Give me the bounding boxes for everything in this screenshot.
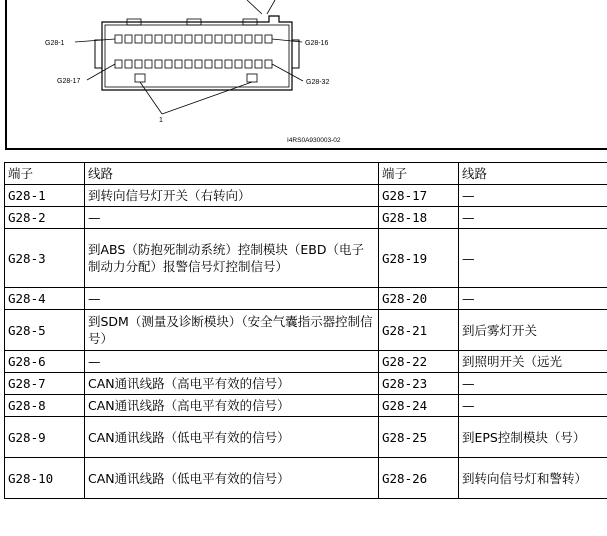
circuit-cell: 到照明开关（远光 — [459, 351, 607, 373]
circuit-cell: CAN通讯线路（低电平有效的信号） — [85, 417, 379, 458]
circuit-cell: CAN通讯线路（高电平有效的信号） — [85, 395, 379, 417]
pin-row-top — [115, 35, 272, 43]
table-row — [5, 395, 607, 417]
terminal-cell: G28-18 — [379, 207, 459, 229]
terminal-cell: G28-5 — [5, 310, 85, 351]
table-header-row — [5, 163, 607, 185]
terminal-cell: G28-10 — [5, 458, 85, 499]
terminal-cell: G28-22 — [379, 351, 459, 373]
terminal-cell: G28-7 — [5, 373, 85, 395]
circuit-cell: 到EPS控制模块（号） — [459, 417, 607, 458]
circuit-cell: — — [459, 185, 607, 207]
callout-g28-17: G28-17 — [57, 78, 81, 85]
terminal-cell: G28-6 — [5, 351, 85, 373]
terminal-cell: G28-4 — [5, 288, 85, 310]
callout-g28-1: G28-1 — [45, 40, 65, 47]
circuit-cell: — — [459, 207, 607, 229]
terminal-cell: G28-17 — [379, 185, 459, 207]
circuit-cell: CAN通讯线路（高电平有效的信号） — [85, 373, 379, 395]
circuit-cell: 到SDM（测量及诊断模块）（安全气囊指示器控制信号） — [85, 310, 379, 351]
circuit-cell: 到转向信号灯开关（右转向） — [85, 185, 379, 207]
table-row — [5, 185, 607, 207]
terminal-cell: G28-26 — [379, 458, 459, 499]
terminal-cell: G28-8 — [5, 395, 85, 417]
terminal-cell: G28-24 — [379, 395, 459, 417]
table-row — [5, 417, 607, 458]
circuit-cell: — — [85, 351, 379, 373]
pin-row-bottom — [115, 60, 272, 68]
circuit-cell: 到后雾灯开关 — [459, 310, 607, 351]
connector-diagram-panel — [5, 0, 607, 150]
table-row — [5, 288, 607, 310]
figure-code: I4RS0A930003-02 — [287, 137, 341, 144]
table-row — [5, 458, 607, 499]
terminal-cell: G28-21 — [379, 310, 459, 351]
callout-g28-32: G28-32 — [306, 79, 330, 86]
circuit-cell: 到ABS（防抱死制动系统）控制模块（EBD（电子制动力分配）报警信号灯控制信号） — [85, 229, 379, 288]
table-row — [5, 207, 607, 229]
connector-body — [102, 16, 292, 90]
header-circuit-2: 线路 — [459, 163, 607, 185]
terminal-cell: G28-2 — [5, 207, 85, 229]
circuit-cell: CAN通讯线路（低电平有效的信号） — [85, 458, 379, 499]
terminal-cell: G28-9 — [5, 417, 85, 458]
callout-g28-16: G28-16 — [305, 40, 329, 47]
connector-diagram — [7, 0, 607, 150]
table-row — [5, 373, 607, 395]
terminal-cell: G28-23 — [379, 373, 459, 395]
table-row — [5, 310, 607, 351]
terminal-cell: G28-1 — [5, 185, 85, 207]
circuit-cell: — — [459, 229, 607, 288]
header-terminal-1: 端子 — [5, 163, 85, 185]
terminal-cell: G28-19 — [379, 229, 459, 288]
circuit-cell: — — [85, 288, 379, 310]
circuit-cell: — — [459, 395, 607, 417]
terminal-cell: G28-3 — [5, 229, 85, 288]
header-terminal-2: 端子 — [379, 163, 459, 185]
terminal-cell: G28-25 — [379, 417, 459, 458]
pin-assignment-table — [4, 162, 607, 499]
table-row — [5, 351, 607, 373]
circuit-cell: — — [85, 207, 379, 229]
circuit-cell: — — [459, 288, 607, 310]
table-row — [5, 229, 607, 288]
circuit-cell: — — [459, 373, 607, 395]
terminal-cell: G28-20 — [379, 288, 459, 310]
header-circuit-1: 线路 — [85, 163, 379, 185]
callout-number-1: 1 — [159, 117, 163, 124]
circuit-cell: 到转向信号灯和警转） — [459, 458, 607, 499]
